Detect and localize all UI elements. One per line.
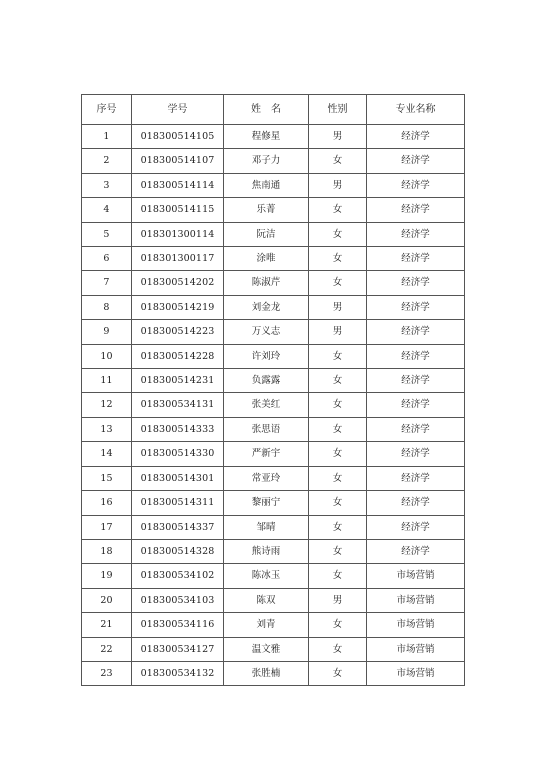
table-row	[82, 515, 465, 539]
cell-student-id: 018300514231	[132, 369, 224, 393]
table-row	[82, 539, 465, 563]
cell-major: 经济学	[367, 271, 465, 295]
cell-seq: 23	[82, 661, 132, 685]
cell-major: 经济学	[367, 173, 465, 197]
table-row	[82, 125, 465, 149]
cell-gender: 女	[309, 271, 367, 295]
table-row	[82, 198, 465, 222]
header-student-id: 学号	[132, 95, 224, 125]
cell-seq: 22	[82, 637, 132, 661]
table-row	[82, 442, 465, 466]
cell-major: 市场营销	[367, 661, 465, 685]
cell-major: 经济学	[367, 320, 465, 344]
cell-seq: 13	[82, 417, 132, 441]
cell-major: 市场营销	[367, 637, 465, 661]
cell-student-id: 018300534131	[132, 393, 224, 417]
cell-seq: 14	[82, 442, 132, 466]
cell-student-id: 018300514105	[132, 125, 224, 149]
header-major: 专业名称	[367, 95, 465, 125]
table-row	[82, 369, 465, 393]
cell-name: 陈双	[224, 588, 309, 612]
cell-gender: 女	[309, 539, 367, 563]
cell-major: 经济学	[367, 198, 465, 222]
cell-name: 万义志	[224, 320, 309, 344]
table-row	[82, 661, 465, 685]
cell-name: 邓子力	[224, 149, 309, 173]
student-roster-table	[81, 94, 465, 686]
cell-gender: 男	[309, 320, 367, 344]
cell-seq: 2	[82, 149, 132, 173]
cell-major: 市场营销	[367, 564, 465, 588]
cell-major: 经济学	[367, 417, 465, 441]
cell-student-id: 018300514115	[132, 198, 224, 222]
cell-student-id: 018300514219	[132, 295, 224, 319]
cell-name: 严新宇	[224, 442, 309, 466]
cell-gender: 男	[309, 295, 367, 319]
table-row	[82, 613, 465, 637]
cell-name: 刘青	[224, 613, 309, 637]
cell-seq: 3	[82, 173, 132, 197]
cell-name: 涂唯	[224, 247, 309, 271]
cell-name: 张胜楠	[224, 661, 309, 685]
cell-seq: 16	[82, 491, 132, 515]
cell-gender: 女	[309, 515, 367, 539]
cell-seq: 21	[82, 613, 132, 637]
cell-name: 阮洁	[224, 222, 309, 246]
cell-gender: 女	[309, 222, 367, 246]
cell-name: 黎丽宁	[224, 491, 309, 515]
cell-student-id: 018300514223	[132, 320, 224, 344]
cell-student-id: 018300514330	[132, 442, 224, 466]
cell-major: 经济学	[367, 539, 465, 563]
cell-seq: 5	[82, 222, 132, 246]
cell-gender: 女	[309, 417, 367, 441]
cell-seq: 11	[82, 369, 132, 393]
cell-gender: 女	[309, 564, 367, 588]
cell-major: 经济学	[367, 515, 465, 539]
cell-gender: 女	[309, 369, 367, 393]
cell-major: 经济学	[367, 393, 465, 417]
cell-student-id: 018300534102	[132, 564, 224, 588]
cell-name: 刘金龙	[224, 295, 309, 319]
cell-gender: 男	[309, 588, 367, 612]
table-row	[82, 393, 465, 417]
table-row	[82, 149, 465, 173]
cell-gender: 女	[309, 466, 367, 490]
cell-gender: 男	[309, 125, 367, 149]
cell-major: 经济学	[367, 344, 465, 368]
header-gender: 性别	[309, 95, 367, 125]
table-row	[82, 417, 465, 441]
cell-major: 经济学	[367, 295, 465, 319]
cell-major: 经济学	[367, 149, 465, 173]
cell-name: 邹晴	[224, 515, 309, 539]
cell-seq: 4	[82, 198, 132, 222]
cell-name: 常亚玲	[224, 466, 309, 490]
cell-student-id: 018300514311	[132, 491, 224, 515]
cell-major: 经济学	[367, 247, 465, 271]
cell-name: 负露露	[224, 369, 309, 393]
header-name: 姓 名	[224, 95, 309, 125]
cell-seq: 15	[82, 466, 132, 490]
cell-seq: 19	[82, 564, 132, 588]
table-row	[82, 344, 465, 368]
cell-student-id: 018300514328	[132, 539, 224, 563]
table-header	[82, 95, 465, 125]
cell-gender: 女	[309, 637, 367, 661]
cell-student-id: 018300514301	[132, 466, 224, 490]
cell-gender: 女	[309, 661, 367, 685]
cell-major: 经济学	[367, 491, 465, 515]
cell-major: 经济学	[367, 222, 465, 246]
cell-name: 程修星	[224, 125, 309, 149]
cell-major: 经济学	[367, 466, 465, 490]
cell-student-id: 018300534116	[132, 613, 224, 637]
cell-gender: 女	[309, 442, 367, 466]
table-row	[82, 564, 465, 588]
cell-student-id: 018300514337	[132, 515, 224, 539]
table-row	[82, 295, 465, 319]
table-row	[82, 222, 465, 246]
cell-student-id: 018300534103	[132, 588, 224, 612]
table-row	[82, 588, 465, 612]
cell-seq: 12	[82, 393, 132, 417]
cell-gender: 女	[309, 393, 367, 417]
cell-student-id: 018300534127	[132, 637, 224, 661]
cell-gender: 女	[309, 247, 367, 271]
cell-seq: 6	[82, 247, 132, 271]
table-row	[82, 247, 465, 271]
cell-seq: 8	[82, 295, 132, 319]
cell-student-id: 018301300114	[132, 222, 224, 246]
cell-student-id: 018300534132	[132, 661, 224, 685]
cell-gender: 女	[309, 149, 367, 173]
cell-student-id: 018300514114	[132, 173, 224, 197]
cell-major: 经济学	[367, 369, 465, 393]
cell-name: 陈淑芹	[224, 271, 309, 295]
cell-student-id: 018300514333	[132, 417, 224, 441]
cell-name: 张美红	[224, 393, 309, 417]
cell-name: 张思语	[224, 417, 309, 441]
cell-gender: 女	[309, 198, 367, 222]
cell-student-id: 018300514107	[132, 149, 224, 173]
cell-seq: 20	[82, 588, 132, 612]
cell-name: 乐菁	[224, 198, 309, 222]
cell-seq: 17	[82, 515, 132, 539]
header-row	[82, 95, 465, 125]
table-row	[82, 271, 465, 295]
table-row	[82, 466, 465, 490]
cell-student-id: 018300514228	[132, 344, 224, 368]
cell-name: 许刘玲	[224, 344, 309, 368]
cell-seq: 10	[82, 344, 132, 368]
cell-student-id: 018301300117	[132, 247, 224, 271]
cell-gender: 女	[309, 613, 367, 637]
cell-name: 焦南通	[224, 173, 309, 197]
cell-seq: 9	[82, 320, 132, 344]
table-row	[82, 491, 465, 515]
cell-seq: 1	[82, 125, 132, 149]
cell-seq: 7	[82, 271, 132, 295]
cell-name: 熊诗雨	[224, 539, 309, 563]
cell-major: 市场营销	[367, 613, 465, 637]
cell-name: 陈冰玉	[224, 564, 309, 588]
cell-major: 经济学	[367, 125, 465, 149]
cell-gender: 男	[309, 173, 367, 197]
table-row	[82, 320, 465, 344]
cell-gender: 女	[309, 491, 367, 515]
cell-major: 市场营销	[367, 588, 465, 612]
cell-seq: 18	[82, 539, 132, 563]
cell-student-id: 018300514202	[132, 271, 224, 295]
cell-major: 经济学	[367, 442, 465, 466]
header-seq: 序号	[82, 95, 132, 125]
table-body	[82, 125, 465, 686]
cell-name: 温文雅	[224, 637, 309, 661]
cell-gender: 女	[309, 344, 367, 368]
table-row	[82, 173, 465, 197]
table-row	[82, 637, 465, 661]
